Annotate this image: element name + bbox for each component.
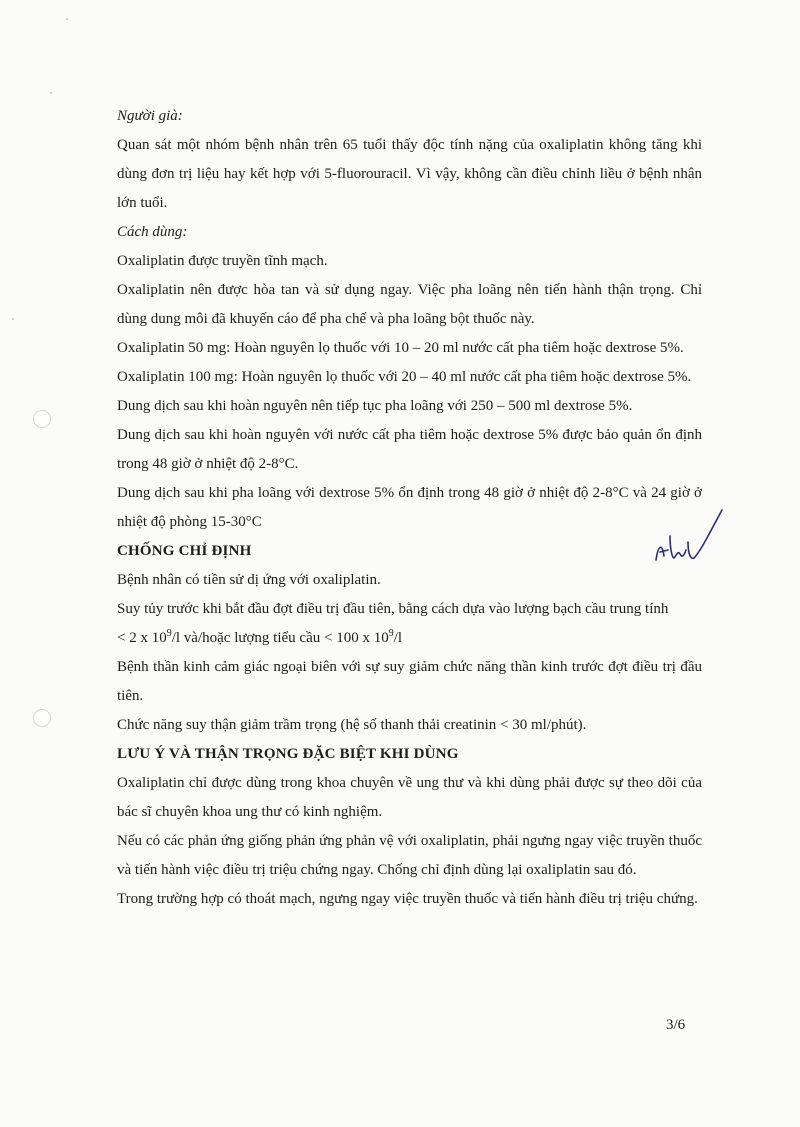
paragraph: Bệnh nhân có tiền sử dị ứng với oxaliplatin. [117,572,381,588]
platelet-threshold: /l và/hoặc lượng tiểu cầu < 100 x 10 [171,630,389,646]
scan-speck [50,92,52,94]
neutrophil-paragraph [117,595,702,653]
section-block-1 [117,102,702,595]
scan-speck [12,318,14,320]
subheading: Người già: [117,108,183,124]
paragraph: Dung dịch sau khi hoàn nguyên nên tiếp tục pha loãng với 250 – 500 ml dextrose 5%. [117,398,633,414]
unit-suffix: /l [393,630,403,646]
page-number: 3/6 [666,1017,686,1033]
scan-speck [66,18,68,20]
paragraph: Oxaliplatin nên được hòa tan và sử dụng ngay. Việc pha loãng nên tiến hành thận trọng. Chỉ dùng dung môi đã khuyến cáo để pha chế và pha loãng bột thuốc này. [117,282,702,327]
section-heading: LƯU Ý VÀ THẬN TRỌNG ĐẶC BIỆT KHI DÙNG [117,746,459,762]
exponent: 9 [166,628,172,639]
paragraph: Dung dịch sau khi pha loãng với dextrose 5% ổn định trong 48 giờ ở nhiệt độ 2-8°C và 24 giờ ở nhiệt độ phòng 15-30°C [117,485,702,530]
subheading: Cách dùng: [117,224,188,240]
neutrophil-lead: Suy tủy trước khi bắt đầu đợt điều trị đầu tiên, bằng cách dựa vào lượng bạch cầu trung tính [117,601,669,617]
paragraph: Nếu có các phản ứng giống phản ứng phản vệ với oxaliplatin, phải ngưng ngay việc truyền thuốc và tiến hành việc điều trị triệu chứng ngay. Chống chỉ định dùng lại oxaliplatin sau đó. [117,833,702,878]
paragraph: Dung dịch sau khi hoàn nguyên với nước cất pha tiêm hoặc dextrose 5% được bảo quản ổn định trong 48 giờ ở nhiệt độ 2-8°C. [117,427,702,472]
paragraph: Bệnh thần kinh cảm giác ngoại biên với sự suy giảm chức năng thần kinh trước đợt điều trị đầu tiên. [117,659,702,704]
paragraph: Oxaliplatin 50 mg: Hoàn nguyên lọ thuốc với 10 – 20 ml nước cất pha tiêm hoặc dextrose 5%. [117,340,684,356]
paragraph: Oxaliplatin được truyền tĩnh mạch. [117,253,328,269]
paragraph: Chức năng suy thận giảm trầm trọng (hệ số thanh thải creatinin < 30 ml/phút). [117,717,587,733]
section-heading: CHỐNG CHỈ ĐỊNH [117,543,252,559]
section-block-2 [117,653,702,914]
signature-mark [648,506,728,566]
paragraph: Trong trường hợp có thoát mạch, ngưng ngay việc truyền thuốc và tiến hành điều trị triệu chứng. [117,891,698,907]
document-body [117,102,702,914]
paragraph: Oxaliplatin chỉ được dùng trong khoa chuyên về ung thư và khi dùng phải được sự theo dõi của bác sĩ chuyên khoa ung thư có kinh nghiệm. [117,775,702,820]
punch-hole [33,410,51,428]
paragraph: Quan sát một nhóm bệnh nhân trên 65 tuổi thấy độc tính nặng của oxaliplatin không tăng khi dùng đơn trị liệu hay kết hợp với 5-fluorouracil. Vì vậy, không cần điều chỉnh liều ở bệnh nhân lớn tuổi. [117,137,702,211]
punch-hole [33,709,51,727]
exponent: 9 [388,628,394,639]
paragraph: Oxaliplatin 100 mg: Hoàn nguyên lọ thuốc với 20 – 40 ml nước cất pha tiêm hoặc dextrose 5%. [117,369,692,385]
neutrophil-threshold: < 2 x 10 [117,630,167,646]
